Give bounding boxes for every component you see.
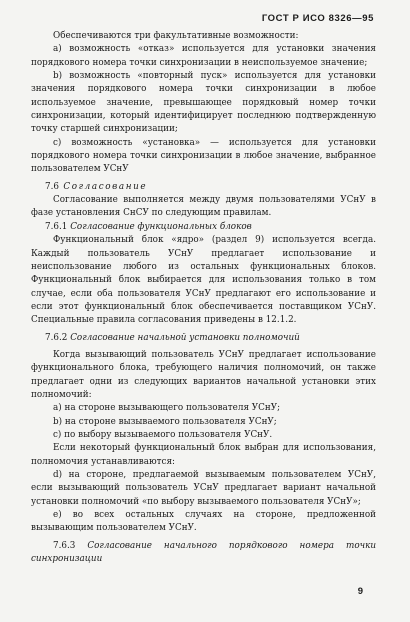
section-7-6-1-heading: [31, 221, 376, 234]
section-7-6-intro: Согласование выполняется между двумя пользователями УСнУ в фазе установления СнСУ по следующим правилам.: [31, 195, 376, 219]
section-7-6-3-title: Согласование начального порядкового номера точки синхронизации: [31, 540, 377, 565]
section-7-6-3-heading: [31, 540, 376, 567]
section-7-6-number: 7.6: [45, 181, 59, 192]
section-7-6-title: Согласование: [63, 181, 148, 192]
section-7-6-2-heading: [31, 332, 376, 345]
list-item-abandon: a) возможность «отказ» используется для установки значения порядкового номера точки синхронизации в неиспользуемое значение;: [31, 44, 376, 68]
section-7-6-1-paragraph: Функциональный блок «ядро» (раздел 9) используется всегда. Каждый пользователь УСнУ предлагает использование и неиспользование любого из остальных функциональных блоков. Функциональный блок выбирается для использования только в том случае, если оба пользователя УСнУ предлагают его использование и если этот функциональный блок обеспечивается поставщиком УСнУ. Специальные правила согласования приведены в 12.1.2.: [31, 235, 376, 326]
list-item-caller-side: a) на стороне вызывающего пользователя УСнУ;: [53, 403, 281, 414]
section-7-6-2-title: Согласование начальной установки полномочий: [70, 332, 300, 343]
list-item-d: d) на стороне, предлагаемой вызываемым пользователем УСнУ, если вызывающий пользователь УСнУ предлагает вариант начальной установки полномочий «по выбору вызываемого пользователя УСнУ»;: [31, 470, 376, 507]
page-number: 9: [357, 586, 363, 597]
list-item-restart: b) возможность «повторный пуск» используется для установки значения порядкового номера точки синхронизации в любое используемое значение, превышающее порядковый номер точки синхронизации, который идентифицирует последнюю подтвержденную точку старшей синхронизации;: [31, 71, 376, 135]
section-7-6-2-paragraph-1: Когда вызывающий пользователь УСнУ предлагает использование функционального блока, требующего наличия полномочий, он также предлагает одни из следующих вариантов начальной установки этих полномочий:: [31, 349, 376, 400]
paragraph-optional-features: Обеспечиваются три факультативные возможности:: [53, 31, 299, 41]
section-7-6-3-number: 7.6.3: [53, 540, 76, 551]
list-item-called-choice: c) по выбору вызываемого пользователя УСнУ.: [53, 429, 273, 440]
section-7-6-2-paragraph-2: Если некоторый функциональный блок выбран для использования, полномочия устанавливаются:: [31, 443, 376, 467]
page-content: [31, 30, 376, 566]
section-7-6-1-number: 7.6.1: [45, 221, 68, 232]
list-item-called-side: b) на стороне вызываемого пользователя УСнУ;: [53, 416, 277, 427]
section-7-6-1-title: Согласование функциональных блоков: [70, 221, 252, 232]
list-item-set: c) возможность «установка» — используется для установки порядкового номера точки синхронизации в любое значение, выбранное пользователем УСнУ: [31, 137, 376, 175]
section-7-6-heading: [31, 181, 376, 194]
list-item-e: e) во всех остальных случаях на стороне, предложенной вызывающим пользователем УСнУ.: [31, 510, 376, 534]
page-header: ГОСТ Р ИСО 8326—95: [261, 13, 374, 24]
section-7-6-2-number: 7.6.2: [45, 332, 68, 343]
